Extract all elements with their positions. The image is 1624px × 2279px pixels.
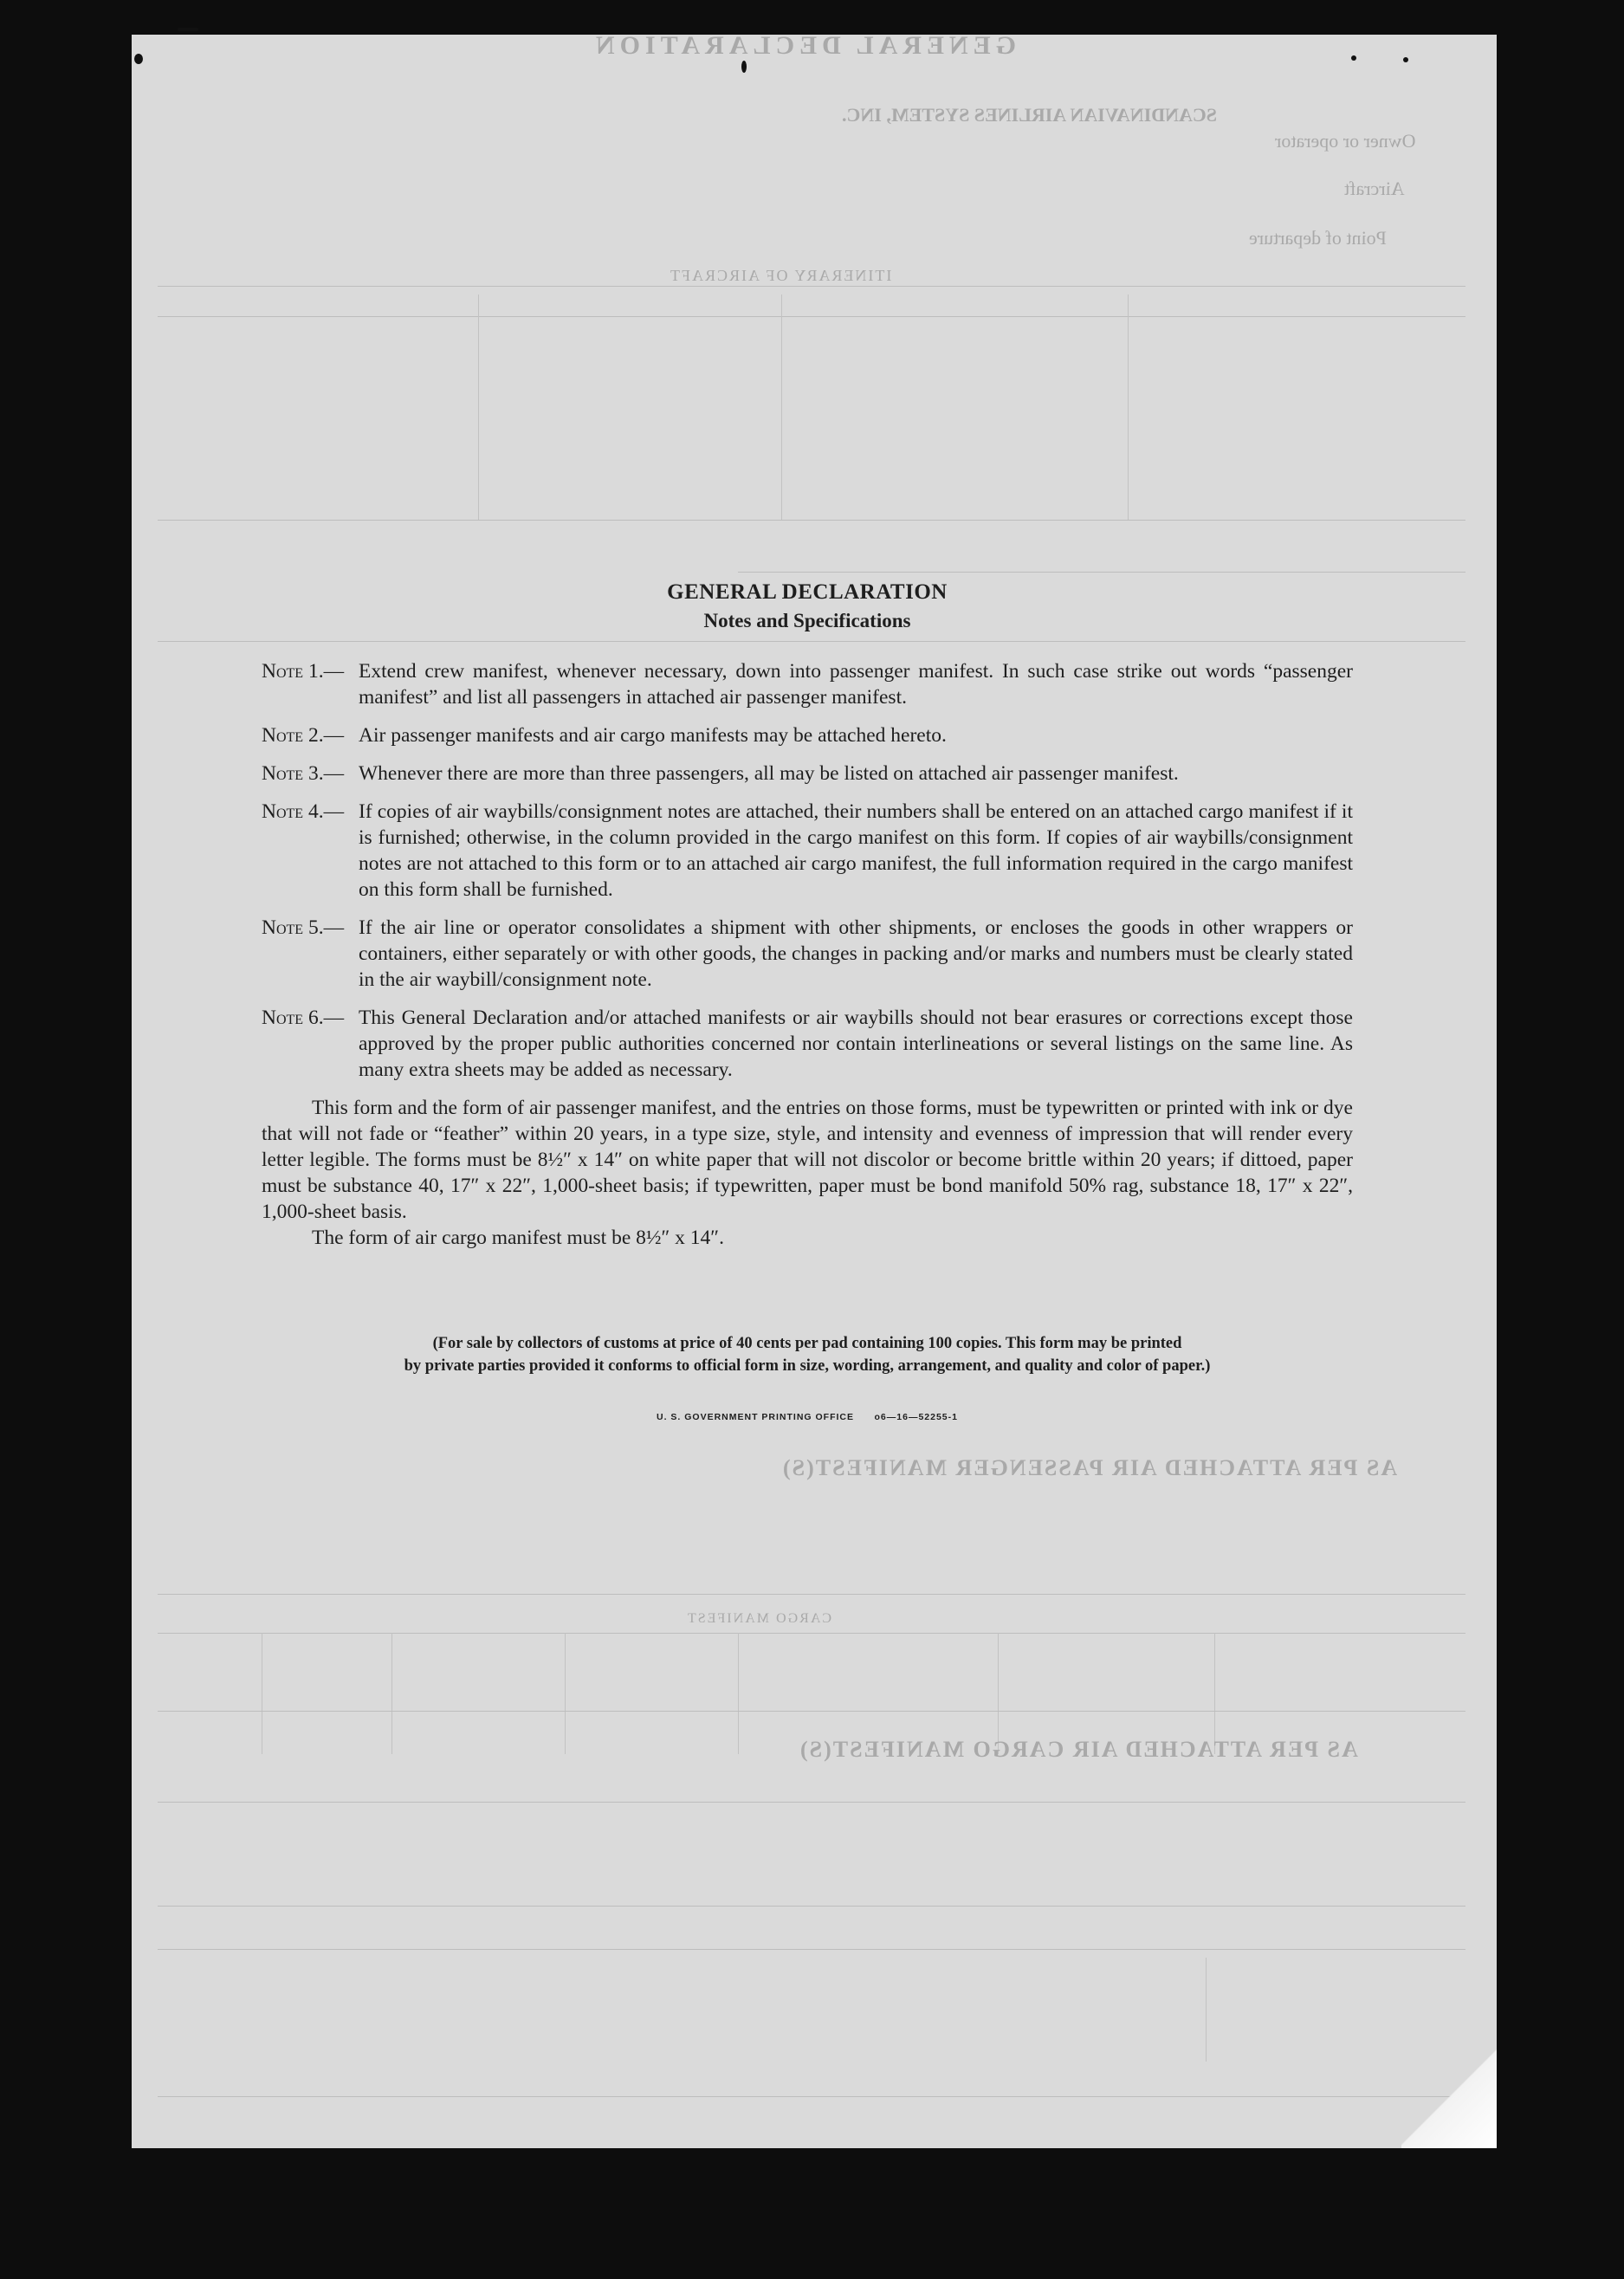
bleed-through-rule: [158, 1711, 1465, 1712]
bleed-through-rule: [478, 295, 479, 520]
bleed-through-cargo-manifest: AS PER ATTACHED AIR CARGO MANIFEST(S): [799, 1737, 1358, 1762]
scan-speck: [741, 61, 747, 73]
bleed-through-rule: [1214, 1633, 1215, 1754]
bleed-through-rule: [158, 286, 1465, 287]
bleed-through-rule: [565, 1633, 566, 1754]
bleed-through-rule: [158, 520, 1465, 521]
bleed-through-rule: [1128, 295, 1129, 520]
bleed-through-rule: [998, 1633, 999, 1754]
note-label: Note 2.—: [262, 724, 345, 747]
bleed-through-aircraft-label: Aircraft: [1344, 178, 1405, 199]
note-label: Note 6.—: [262, 1007, 345, 1029]
scan-speck: [134, 54, 143, 64]
bleed-through-itinerary: ITINERARY OF AIRCRAFT: [669, 267, 892, 284]
bleed-through-owner-label: Owner or operator: [1275, 130, 1416, 152]
bleed-through-rule: [158, 1906, 1465, 1907]
bleed-through-rule: [781, 295, 782, 520]
sale-notice-line-2: by private parties provided it conforms to official form in size, wording, arrangement, and quality and color of paper.): [404, 1357, 1211, 1375]
bleed-through-rule: [158, 2096, 1465, 2097]
scan-speck: [1351, 55, 1356, 61]
note-text: Air passenger manifests and air cargo manifests may be attached hereto.: [359, 724, 947, 747]
note-4: [262, 799, 1353, 903]
scan-speck: [1403, 57, 1408, 62]
bleed-through-rule: [158, 1802, 1465, 1803]
bleed-through-rule: [158, 1949, 1465, 1950]
scan-speck: [178, 28, 198, 31]
bleed-through-rule: [158, 1633, 1465, 1634]
note-6: [262, 1005, 1353, 1083]
bleed-through-departure-label: Point of departure: [1249, 227, 1387, 249]
document-page: [132, 35, 1497, 2148]
note-label: Note 3.—: [262, 762, 345, 785]
page-subtitle: Notes and Specifications: [703, 610, 911, 631]
note-3: [262, 761, 1353, 787]
note-5: [262, 915, 1353, 993]
form-specification-paragraph: This form and the form of air passenger manifest, and the entries on those forms, must be typewritten or printed with ink or dye that will not fade or “feather” within 20 years, in a type size, style, and intensity and evenness of impression that will render every letter legible. The forms must be 8½″ x 14″ on white paper that will not discolor or become brittle within 20 years; if dittoed, paper must be substance 40, 17″ x 22″, 1,000-sheet basis; if typewritten, paper must be bond manifold 50% rag, substance 18, 17″ x 22″, 1,000-sheet basis.: [262, 1097, 1353, 1223]
bleed-through-title: GENERAL DECLARATION: [591, 35, 1017, 60]
bleed-through-rule: [391, 1633, 392, 1754]
bleed-through-rule: [158, 1594, 1465, 1595]
note-text: Whenever there are more than three passengers, all may be listed on attached air passenger manifest.: [359, 762, 1179, 785]
page-corner-curl: [1401, 2044, 1497, 2148]
bleed-through-airline: SCANDINAVIAN AIRLINES SYSTEM, INC.: [842, 104, 1217, 126]
bleed-through-rule: [738, 572, 1465, 573]
sale-notice-line-1: (For sale by collectors of customs at price of 40 cents per pad containing 100 copies. This form may be printed: [432, 1335, 1182, 1352]
cargo-size-line: The form of air cargo manifest must be 8½″ x 14″.: [312, 1227, 724, 1249]
note-text: Extend crew manifest, whenever necessary, down into passenger manifest. In such case strike out words “passenger manifest” and list all passengers in attached air passenger manifest.: [359, 660, 1353, 709]
bleed-through-rule: [158, 316, 1465, 317]
printer-line: U. S. GOVERNMENT PRINTING OFFICE o6—16—52255-1: [657, 1412, 958, 1422]
page-title: GENERAL DECLARATION: [667, 580, 948, 604]
note-text: If the air line or operator consolidates a shipment with other shipments, or encloses the goods in other wrappers or containers, either separately or with other goods, the changes in packing and/or marks and numbers must be clearly stated in the air waybill/consignment note.: [359, 916, 1353, 991]
bleed-through-passenger-manifest: AS PER ATTACHED AIR PASSENGER MANIFEST(S): [781, 1455, 1398, 1480]
note-1: [262, 658, 1353, 710]
bleed-through-cargo-header: CARGO MANIFEST: [686, 1611, 832, 1626]
note-label: Note 1.—: [262, 660, 345, 683]
note-label: Note 4.—: [262, 800, 345, 823]
bleed-through-rule: [1206, 1958, 1207, 2062]
notes-section: [262, 580, 1353, 1422]
note-label: Note 5.—: [262, 916, 345, 939]
sale-notice: [262, 1332, 1353, 1377]
note-text: This General Declaration and/or attached manifests or air waybills should not bear erasures or corrections except those approved by the proper public authorities concerned nor contain interlineations or several listings on the same line. As many extra sheets may be added as necessary.: [359, 1007, 1353, 1081]
note-text: If copies of air waybills/consignment notes are attached, their numbers shall be entered on an attached cargo manifest if it is furnished; otherwise, in the column provided in the cargo manifest on this form. If copies of air waybills/consignment notes are not attached to this form or to an attached air cargo manifest, the full information required in the cargo manifest on this form shall be furnished.: [359, 800, 1353, 901]
bleed-through-rule: [738, 1633, 739, 1754]
note-2: [262, 722, 1353, 748]
